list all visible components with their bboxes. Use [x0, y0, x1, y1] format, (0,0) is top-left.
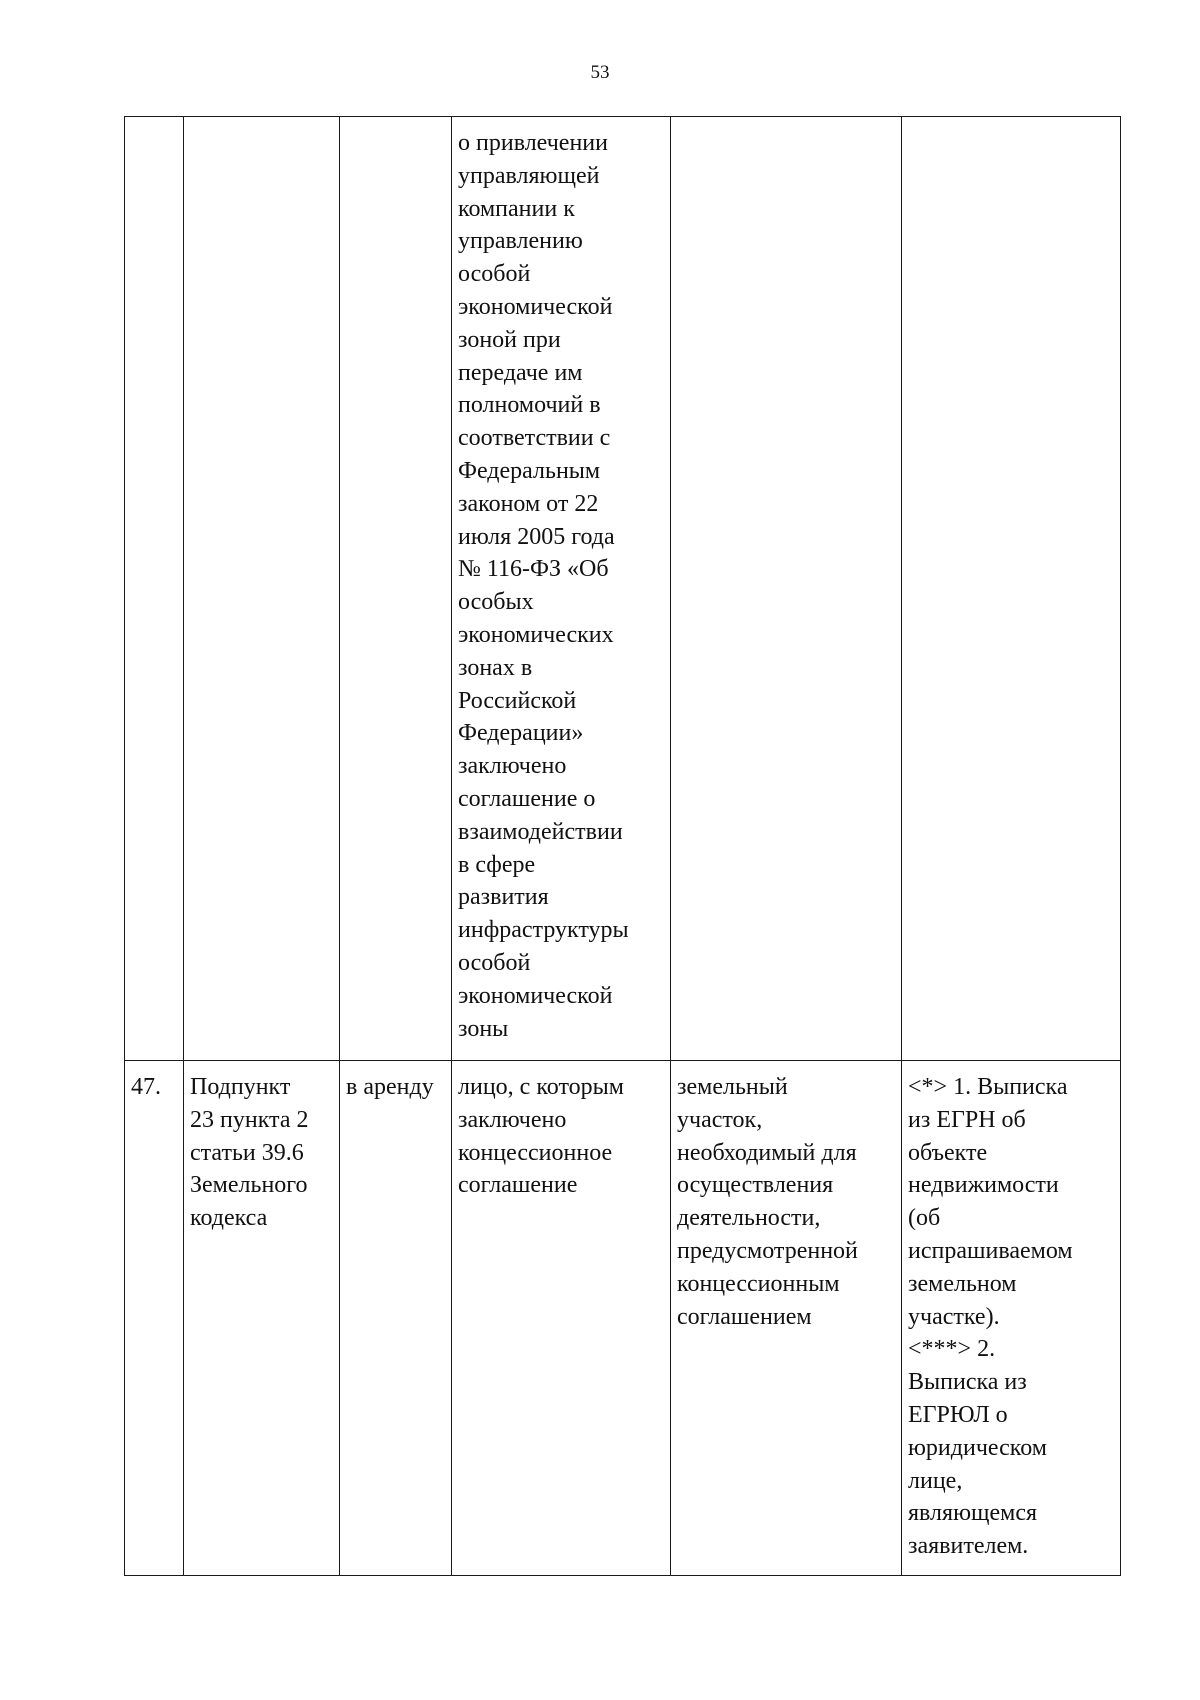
table-cell-number — [125, 117, 184, 1061]
table-row-continuation — [125, 117, 1121, 1061]
right-type: в аренду — [340, 1061, 452, 1576]
table-cell-legal-basis — [184, 117, 340, 1061]
table-cell-right-type — [340, 117, 452, 1061]
legal-basis: Подпункт 23 пункта 2 статьи 39.6 Земельного кодекса — [184, 1061, 340, 1576]
table-cell-documents — [902, 117, 1121, 1061]
land-plot: земельный участок, необходимый для осуществления деятельности, предусмотренной концессионным соглашением — [671, 1061, 902, 1576]
table-row-47 — [125, 1061, 1121, 1576]
required-documents: <*> 1. Выписка из ЕГРН об объекте недвижимости (об испрашиваемом земельном участке). <***> 2. Выписка из ЕГРЮЛ о юридическом лице, являющемся заявителем. — [902, 1061, 1121, 1576]
table-cell-land-plot — [671, 117, 902, 1061]
document-table — [124, 116, 1121, 1576]
applicant: лицо, с которым заключено концессионное соглашение — [452, 1061, 671, 1576]
row-number: 47. — [125, 1061, 184, 1576]
page-number: 53 — [590, 62, 610, 83]
table-cell-applicant: о привлечении управляющей компании к управлению особой экономической зоной при передаче им полномочий в соответствии с Федеральным законом от 22 июля 2005 года № 116-ФЗ «Об особых экономических зонах в Российской Федерации» заключено соглашение о взаимодействии в сфере развития инфраструктуры особой экономической зоны — [452, 117, 671, 1061]
